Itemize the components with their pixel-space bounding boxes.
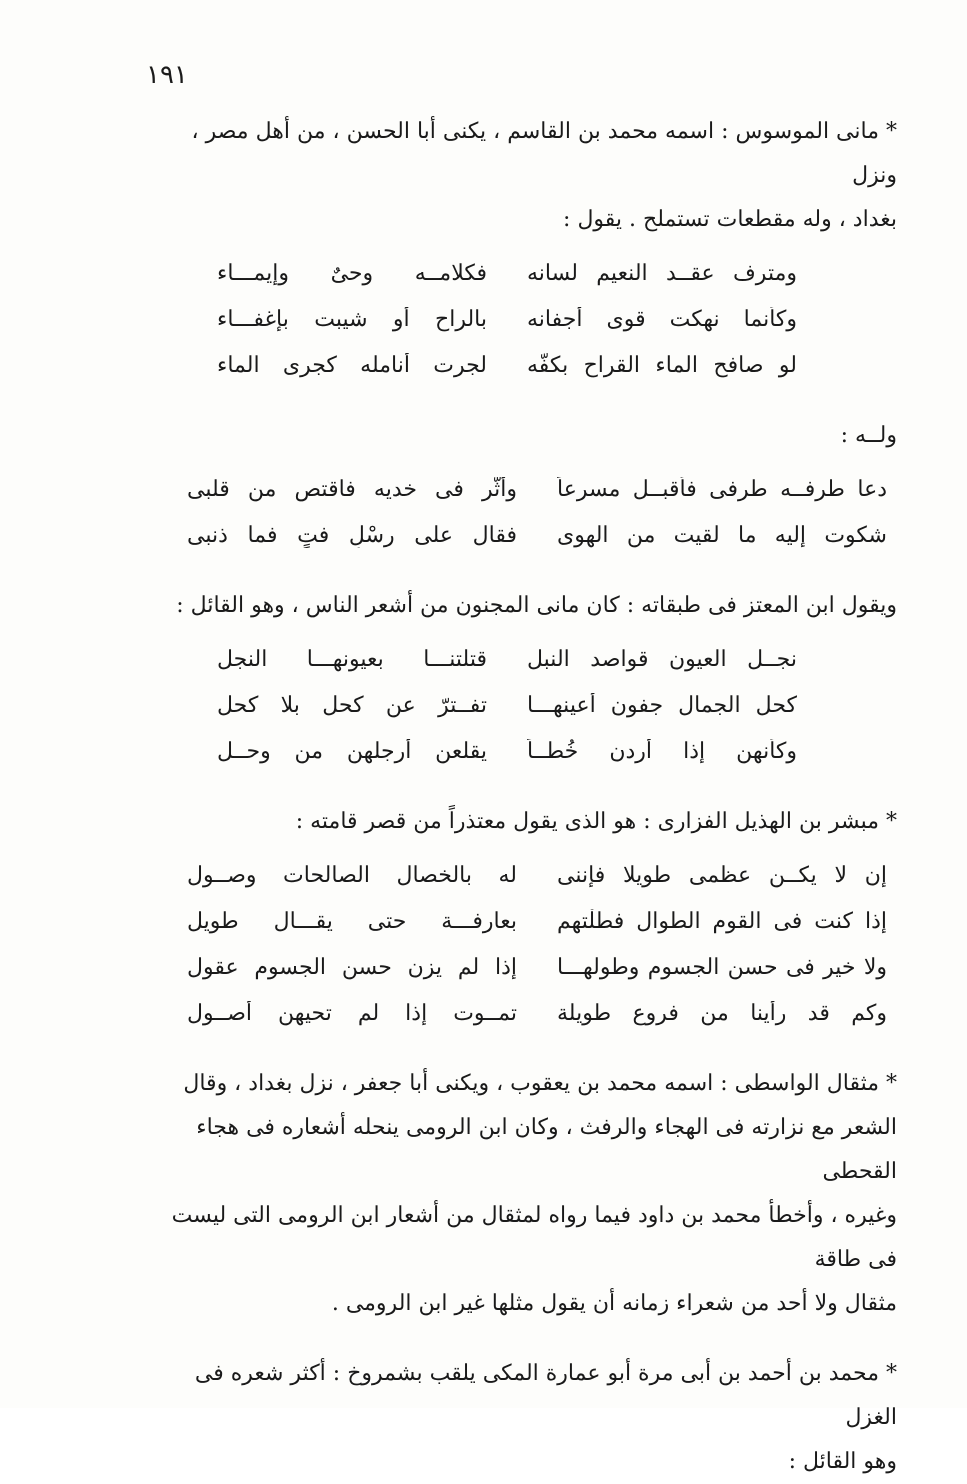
entry-mani-poem-2: [140, 414, 897, 558]
first-hemistich: لو صافح الماء القراح بكفّه: [527, 352, 797, 378]
poem: [140, 466, 897, 558]
second-hemistich: إذا لم يزن حسن الجسوم عقول: [187, 954, 517, 980]
entry-abu-umara: [140, 1352, 897, 1484]
second-hemistich: له بالخصال الصالحات وصــول: [187, 862, 517, 888]
entry-intro-line: وهو القائل :: [788, 1449, 897, 1474]
entry-intro-line: ويقول ابن المعتز فى طبقاته : كان مانى المجنون من أشعر الناس ، وهو القائل :: [176, 593, 897, 618]
entry-intro-line: * محمد بن أحمد بن أبى مرة أبو عمارة المكى يلقب بشمروخ : أكثر شعره فى الغزل: [194, 1361, 897, 1430]
entry-mani: [140, 110, 897, 388]
second-hemistich: تمــوت إذا لم تحيهن أصــول: [187, 1000, 517, 1026]
entry-intro-line: الشعر مع نزارته فى الهجاء والرفث ، وكان ابن الرومى ينحله أشعاره فى هجاء القحطى: [196, 1115, 897, 1184]
entry-intro-line: * مانى الموسوس : اسمه محمد بن القاسم ، يكنى أبا الحسن ، من أهل مصر ، ونزل: [191, 119, 897, 188]
first-hemistich: كحل الجمال جفون أعينهـــا: [527, 692, 797, 718]
first-hemistich: إن لا يكــن عظمى طويلا فإننى: [557, 862, 887, 888]
verse-line: [140, 250, 897, 296]
verse-line: [140, 990, 897, 1036]
first-hemistich: شكوت إليه ما لقيت من الهوى: [557, 522, 887, 548]
verse-line: [140, 944, 897, 990]
first-hemistich: ومترف عقــد النعيم لسانه: [527, 260, 797, 286]
entry-mithqal: [140, 1062, 897, 1326]
entry-ibn-almutazz: [140, 584, 897, 774]
first-hemistich: دعا طرفــه طرفى فأقبــل مسرعاً: [557, 476, 887, 502]
first-hemistich: ولا خير فى حسن الجسوم وطولهـــا: [557, 954, 887, 980]
second-hemistich: بعارفـــة حتى يقـــال طويل: [187, 908, 517, 934]
entry-intro-line: بغداد ، وله مقطعات تستملح . يقول :: [563, 207, 897, 232]
second-hemistich: فكلامــه وحىٌ وإيمـــاء: [217, 260, 487, 286]
entry-intro-line: وغيره ، وأخطأ محمد بن داود فيما رواه لمثقال من أشعار ابن الرومى التى ليست فى طاقة: [171, 1203, 897, 1272]
first-hemistich: إذا كنت فى القوم الطوال فطلْتهم: [557, 908, 887, 934]
second-hemistich: بالراح أو شيبت بإغفـــاء: [217, 306, 487, 332]
second-hemistich: قتلتنـــا بعيونهـــا النجل: [217, 646, 487, 672]
second-hemistich: تفــترّ عن كحل بلا كحل: [217, 692, 487, 718]
verse-line: [140, 682, 897, 728]
verse-line: [140, 296, 897, 342]
first-hemistich: نجــل العيون قواصد النبل: [527, 646, 797, 672]
poem: [140, 636, 897, 774]
verse-line: [140, 852, 897, 898]
entry-intro-line: مثقال ولا أحد من شعراء زمانه أن يقول مثلها غير ابن الرومى .: [331, 1291, 897, 1316]
entry-intro-line: ولــه :: [840, 423, 897, 448]
verse-line: [140, 466, 897, 512]
entry-intro-line: * مبشر بن الهذيل الفزارى : هو الذى يقول معتذراً من قصر قامته :: [295, 809, 897, 834]
verse-line: [140, 636, 897, 682]
verse-line: [140, 728, 897, 774]
verse-line: [140, 512, 897, 558]
first-hemistich: وكأنهن إذا أردن خُطــاً: [527, 738, 797, 764]
page-content: [140, 110, 897, 1484]
second-hemistich: يقلعن أرجلهن من وحــل: [217, 738, 487, 764]
second-hemistich: فقال على رسْلِ فتٍ فما ذنبى: [187, 522, 517, 548]
first-hemistich: وكأنما نهكت قوى أجفانه: [527, 306, 797, 332]
verse-line: [140, 342, 897, 388]
entry-mubashir: [140, 800, 897, 1036]
page-number: ١٩١: [146, 60, 188, 90]
second-hemistich: لجرت أنامله كجرى الماء: [217, 352, 487, 378]
poem: [140, 250, 897, 388]
verse-line: [140, 898, 897, 944]
first-hemistich: وكم قد رأينا من فروع طويلة: [557, 1000, 887, 1026]
second-hemistich: وأثّر فى خديه فاقتص من قلبى: [187, 476, 517, 502]
poem: [140, 852, 897, 1036]
entry-intro-line: * مثقال الواسطى : اسمه محمد بن يعقوب ، ويكنى أبا جعفر ، نزل بغداد ، وقال: [183, 1071, 897, 1096]
